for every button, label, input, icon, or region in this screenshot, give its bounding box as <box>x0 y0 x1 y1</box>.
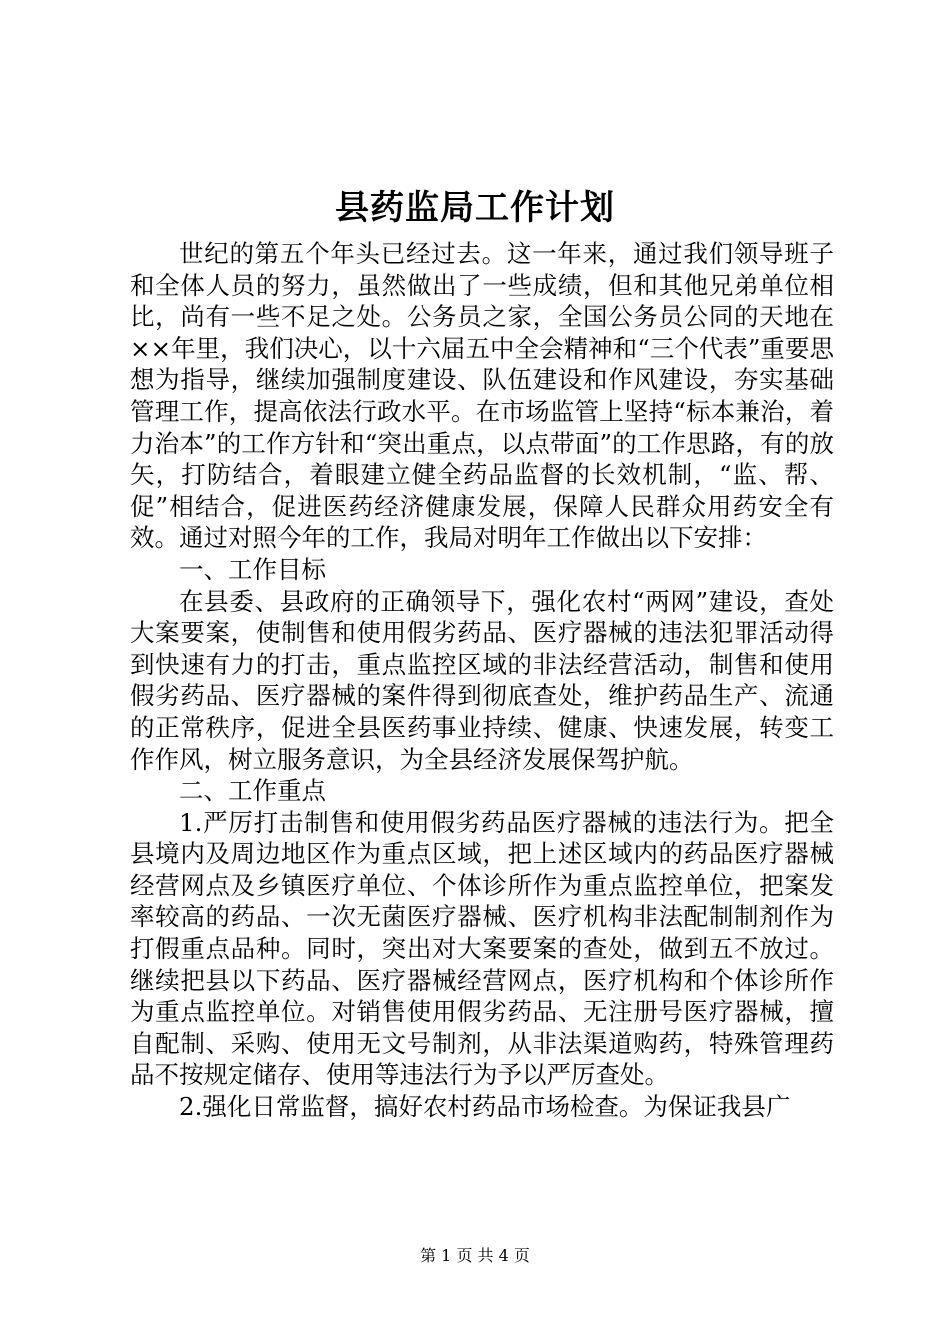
goals-paragraph: 在县委、县政府的正确领导下，强化农村“两网”建设，查处大案要案，使制售和使用假劣药品、医疗器械的违法犯罪活动得到快速有力的打击，重点监控区域的非法经营活动，制售和使用假劣药品、医疗器械的案件得到彻底查处，维护药品生产、流通的正常秩序，促进全县医药事业持续、健康、快速发展，转变工作作风，树立服务意识，为全县经济发展保驾护航。 <box>130 586 834 774</box>
section-heading-priorities: 二、工作重点 <box>179 776 326 806</box>
document-body <box>130 238 834 1123</box>
priority-item-2: 2.强化日常监督，搞好农村药品市场检查。为保证我县广 <box>179 1092 791 1122</box>
document-title: 县药监局工作计划 <box>335 188 615 228</box>
section-heading-goals: 一、工作目标 <box>179 554 326 584</box>
intro-paragraph: 世纪的第五个年头已经过去。这一年来，通过我们领导班子和全体人员的努力，虽然做出了一些成绩，但和其他兄弟单位相比，尚有一些不足之处。公务员之家，全国公务员公同的天地在××年里，我们决心，以十六届五中全会精神和“三个代表”重要思想为指导，继续加强制度建设、队伍建设和作风建设，夯实基础管理工作，提高依法行政水平。在市场监管上坚持“标本兼治，着力治本”的工作方针和“突出重点，以点带面”的工作思路，有的放矢，打防结合，着眼建立健全药品监督的长效机制，“监、帮、促”相结合，促进医药经济健康发展，保障人民群众用药安全有效。通过对照今年的工作，我局对明年工作做出以下安排： <box>130 239 834 553</box>
page-number-footer: 第 1 页 共 4 页 <box>420 1246 530 1265</box>
priority-item-1: 1.严厉打击制售和使用假劣药品医疗器械的违法行为。把全县境内及周边地区作为重点区域，把上述区域内的药品医疗器械经营网点及乡镇医疗单位、个体诊所作为重点监控单位，把案发率较高的药品、一次无菌医疗器械、医疗机构非法配制制剂作为打假重点品种。同时，突出对大案要案的查处，做到五不放过。继续把县以下药品、医疗器械经营网点，医疗机构和个体诊所作为重点监控单位。对销售使用假劣药品、无注册号医疗器械，擅自配制、采购、使用无文号制剂，从非法渠道购药，特殊管理药品不按规定储存、使用等违法行为予以严厉查处。 <box>130 807 834 1090</box>
